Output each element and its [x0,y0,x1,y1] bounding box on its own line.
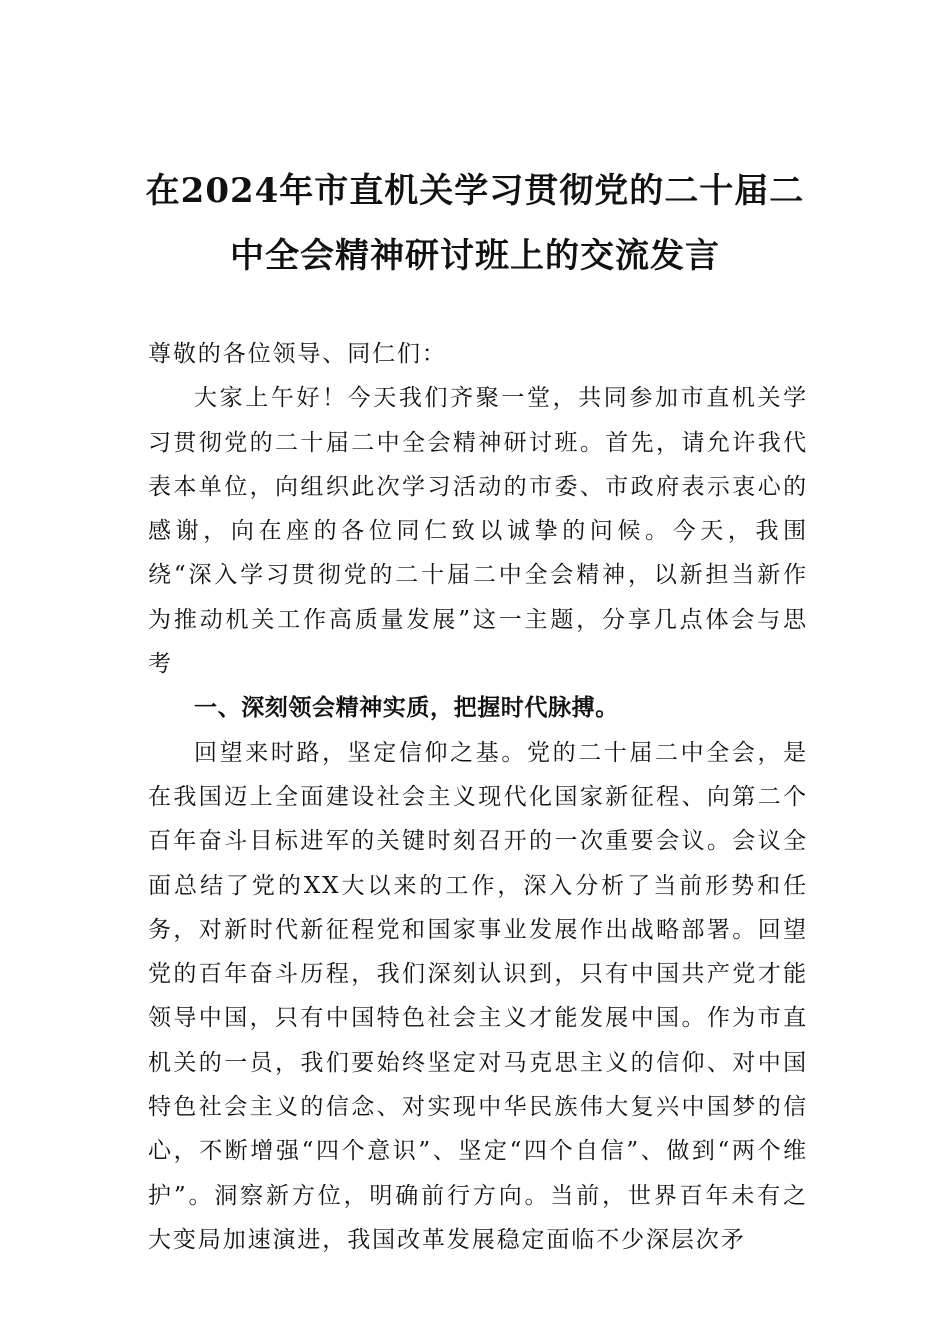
section-1-paragraph: 回望来时路，坚定信仰之基。党的二十届二中全会，是在我国迈上全面建设社会主义现代化国家新征程、向第二个百年奋斗目标进军的关键时刻召开的一次重要会议。会议全面总结了党的XX大以来的工作，深入分析了当前形势和任务，对新时代新征程党和国家事业发展作出战略部署。回望党的百年奋斗历程，我们深刻认识到，只有中国共产党才能领导中国，只有中国特色社会主义才能发展中国。作为市直机关的一员，我们要始终坚定对马克思主义的信仰、对中国特色社会主义的信念、对实现中华民族伟大复兴中国梦的信心，不断增强“四个意识”、坚定“四个自信”、做到“两个维护”。洞察新方位，明确前行方向。当前，世界百年未有之大变局加速演进，我国改革发展稳定面临不少深层次矛 [148,739,808,1253]
salutation: 尊敬的各位领导、同仁们： [148,341,447,367]
document-body [148,332,808,1262]
intro-paragraph: 大家上午好！今天我们齐聚一堂，共同参加市直机关学习贯彻党的二十届二中全会精神研讨班。首先，请允许我代表本单位，向组织此次学习活动的市委、市政府表示衷心的感谢，向在座的各位同仁致以诚挚的问候。今天，我围绕“深入学习贯彻党的二十届二中全会精神，以新担当新作为推动机关工作高质量发展”这一主题，分享几点体会与思考 [148,385,808,678]
document-title-line-1: 在2024年市直机关学习贯彻党的二十届二 [145,171,805,211]
document-title-line-2: 中全会精神研讨班上的交流发言 [230,236,720,276]
section-heading-1: 一、深刻领会精神实质，把握时代脉搏。 [194,695,619,722]
